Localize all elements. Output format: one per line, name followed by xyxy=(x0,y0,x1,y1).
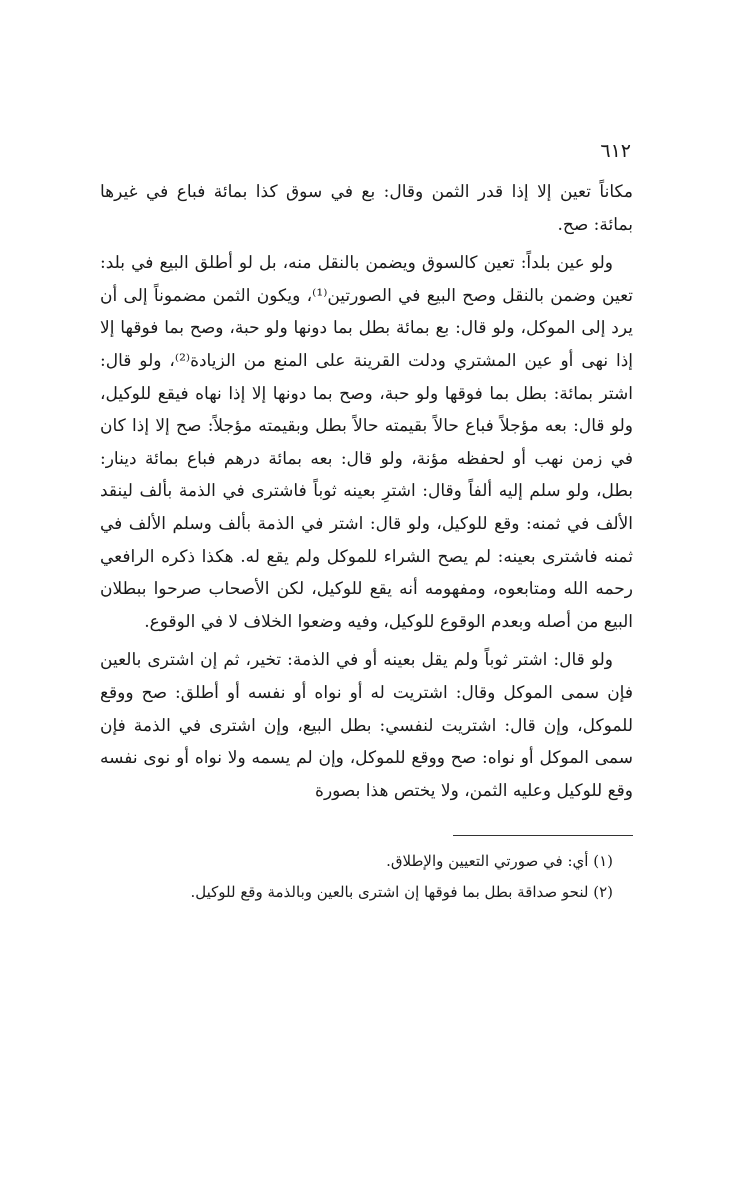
paragraph-2: ولو عين بلداً: تعين كالسوق ويضمن بالنقل منه، بل لو أطلق البيع في بلد: تعين وضمن بالنقل وصح البيع في الصورتين⁽¹⁾، ويكون الثمن مضموناً إلى أن يرد إلى الموكل، ولو قال: بع بمائة بطل بما دونها ولو حبة، وصح بما فوقها إلا إذا نهى أو عين المشتري ودلت القرينة على المنع من الزيادة⁽²⁾، ولو قال: اشتر بمائة: بطل بما فوقها ولو حبة، وصح بما دونها إلا إذا نهاه فيقع للوكيل، ولو قال: بعه مؤجلاً فباع حالاً بقيمته حالاً بطل وبقيمته مؤجلاً: صح إلا إذا كان في زمن نهب أو لحفظه مؤنة، ولو قال: بعه بمائة درهم فباع بمائة دينار: بطل، ولو سلم إليه ألفاً وقال: اشترِ بعينه ثوباً فاشترى في الذمة بألف لينقد الألف في ثمنه: وقع للوكيل، ولو قال: اشتر في الذمة بألف وسلم الألف في ثمنه فاشترى بعينه: لم يصح الشراء للموكل ولم يقع له. هكذا ذكره الرافعي رحمه الله ومتابعوه، ومفهومه أنه يقع للوكيل، لكن الأصحاب صرحوا ببطلان البيع من أصله وبعدم الوقوع للوكيل، وفيه وضعوا الخلاف لا في الوقوع. xyxy=(100,253,634,632)
page-number: ٦١٢ xyxy=(600,140,631,162)
paragraph-3: ولو قال: اشتر ثوباً ولم يقل بعينه أو في الذمة: تخير، ثم إن اشترى بالعين فإن سمى الموكل وقال: اشتريت له أو نواه أو نفسه أو أطلق: صح ووقع للموكل، وإن قال: اشتريت لنفسي: بطل البيع، وإن اشترى في الذمة فإن سمى الموكل أو نواه: صح ووقع للموكل، وإن لم يسمه ولا نواه أو نوى نفسه وقع للوكيل وعليه الثمن، ولا يختص هذا بصورة xyxy=(100,650,633,801)
footnote-2: (٢) لنحو صداقة بطل بما فوقها إن اشترى بالعين وبالذمة وقع للوكيل. xyxy=(190,883,613,902)
book-page xyxy=(100,140,633,908)
footnote-divider xyxy=(453,835,633,836)
paragraph-1: مكاناً تعين إلا إذا قدر الثمن وقال: بع في سوق كذا بمائة فباع في غيرها بمائة: صح. xyxy=(100,182,633,235)
footnote-1: (١) أي: في صورتي التعيين والإطلاق. xyxy=(386,852,613,871)
